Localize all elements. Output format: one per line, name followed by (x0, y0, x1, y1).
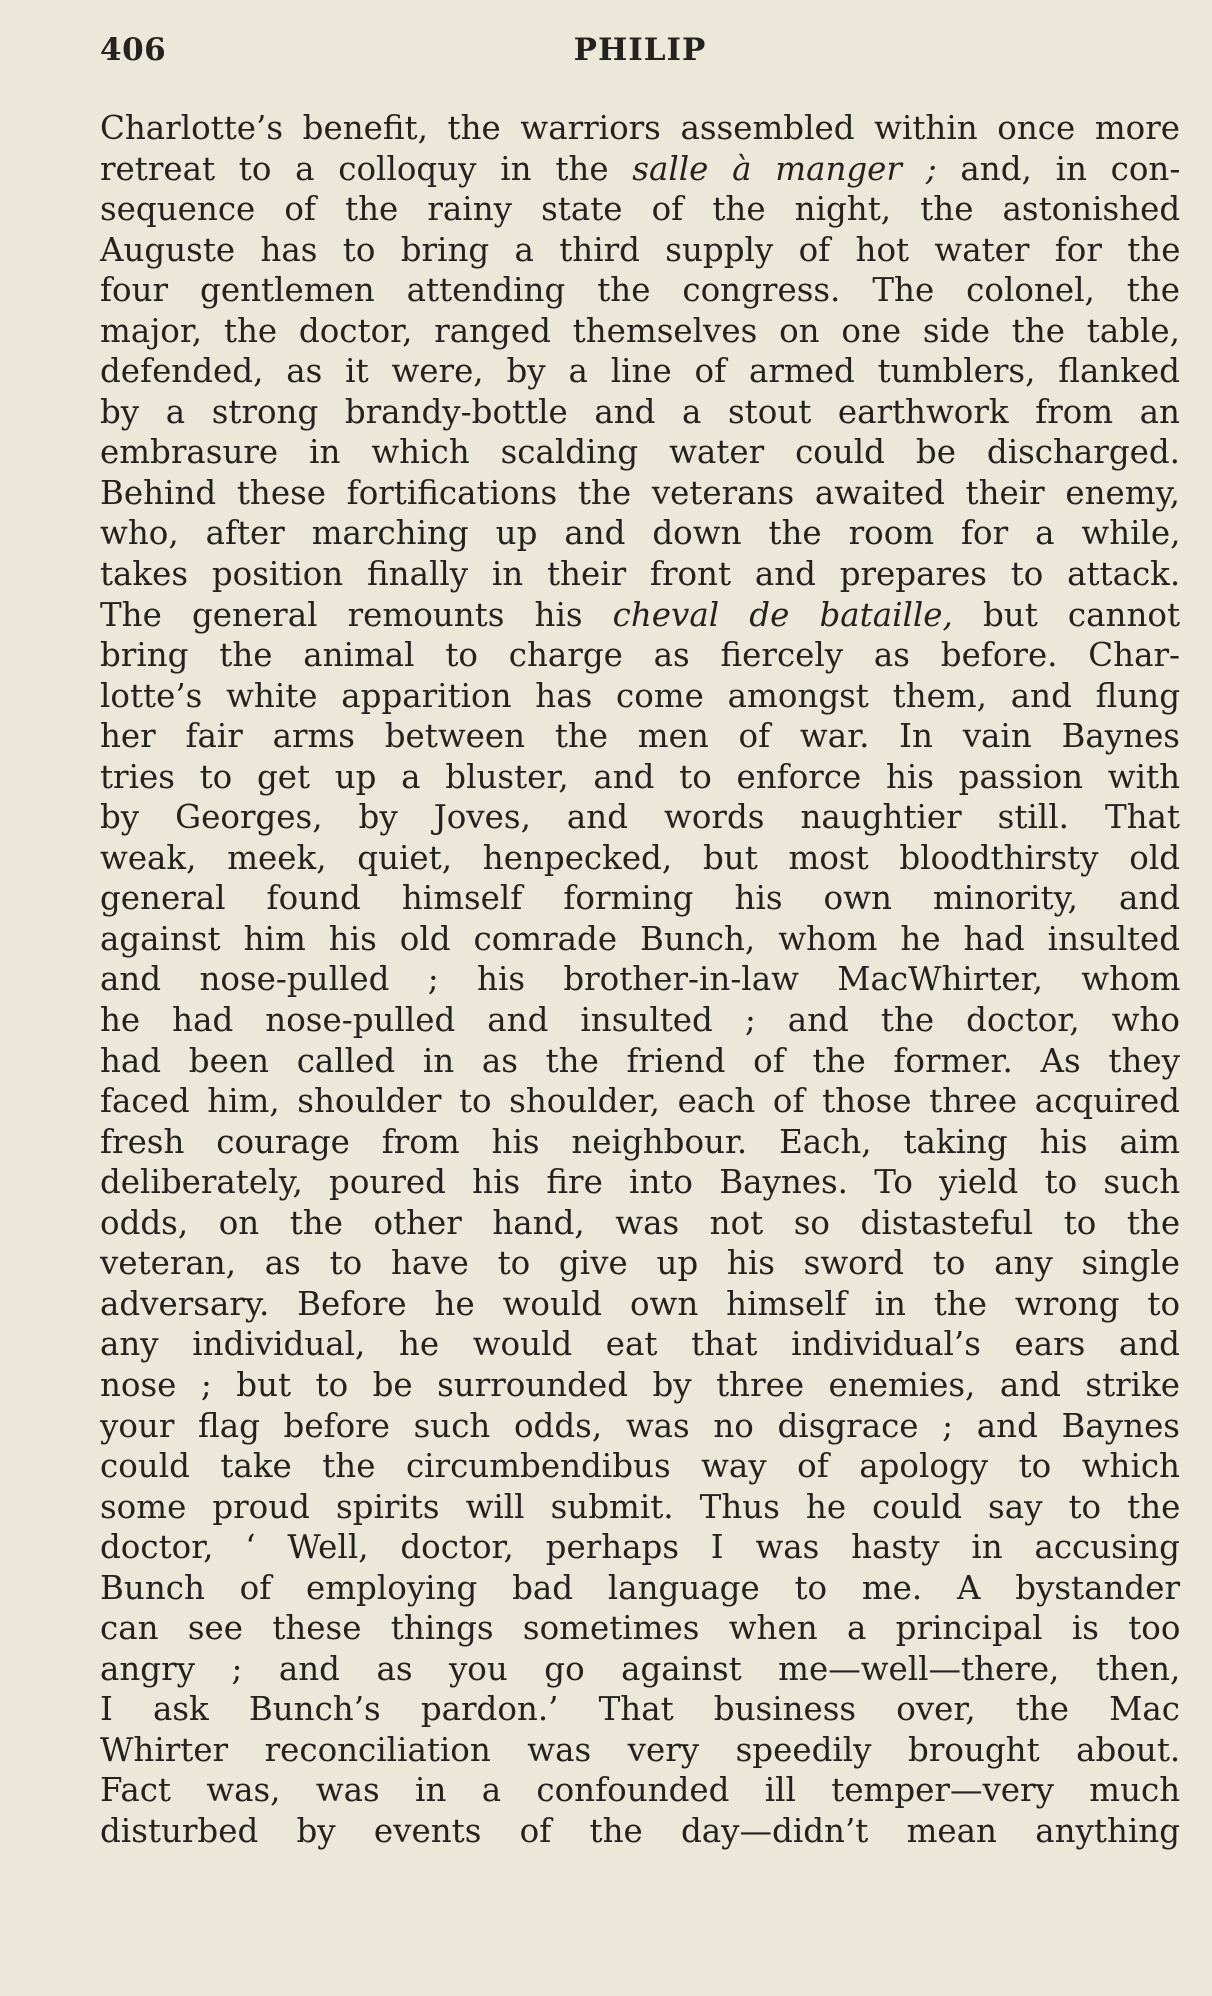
text-line (100, 1689, 1180, 1730)
text-line (100, 635, 1180, 676)
text-line (100, 1081, 1180, 1122)
text-run: general found himself forming his own minority, and (100, 879, 1181, 918)
text-line (100, 1122, 1180, 1163)
page-header (100, 32, 1180, 82)
text-line (100, 392, 1180, 433)
text-run: bring the animal to charge as fiercely as before. Char- (100, 636, 1180, 675)
text-line (100, 1000, 1180, 1041)
body-text (100, 108, 1180, 1852)
text-line (100, 878, 1180, 919)
text-run: major, the doctor, ranged themselves on one side the table, (100, 311, 1180, 350)
text-line (100, 1203, 1180, 1244)
text-line (100, 757, 1180, 798)
text-run: he had nose-pulled and insulted ; and the doctor, who (100, 1001, 1180, 1040)
text-run: retreat to a colloquy in the (100, 149, 633, 188)
text-line (100, 676, 1180, 717)
text-run: faced him, shoulder to shoulder, each of those three acquired (100, 1082, 1180, 1121)
text-line (100, 1730, 1180, 1771)
text-run: tries to get up a bluster, and to enforce his passion with (100, 757, 1180, 796)
text-line (100, 473, 1180, 514)
text-run: four gentlemen attending the congress. The colonel, the (100, 271, 1180, 310)
text-run: doctor, ‘ Well, doctor, perhaps I was hasty in accusing (100, 1528, 1180, 1567)
text-run: her fair arms between the men of war. In vain Baynes (100, 717, 1180, 756)
text-run: embrasure in which scalding water could be discharged. (100, 433, 1180, 472)
text-line (100, 595, 1180, 636)
text-line (100, 432, 1180, 473)
text-run: weak, meek, quiet, henpecked, but most bloodthirsty old (100, 838, 1181, 877)
text-line (100, 959, 1180, 1000)
text-line (100, 351, 1180, 392)
text-line (100, 1243, 1180, 1284)
text-line (100, 1446, 1180, 1487)
text-run: disturbed by events of the day—didn’t mean anything (100, 1811, 1180, 1850)
text-line (100, 513, 1180, 554)
text-run: defended, as it were, by a line of armed tumblers, flanked (100, 352, 1180, 391)
text-run: adversary. Before he would own himself in the wrong to (100, 1284, 1181, 1323)
text-run: by a strong brandy-bottle and a stout earthwork from an (100, 392, 1180, 431)
text-run: nose ; but to be surrounded by three enemies, and strike (100, 1365, 1180, 1404)
text-line (100, 797, 1180, 838)
text-line (100, 1284, 1180, 1325)
text-line (100, 311, 1180, 352)
text-run: had been called in as the friend of the former. As they (100, 1041, 1180, 1080)
text-run: Charlotte’s benefit, the warriors assembled within once more (100, 109, 1180, 147)
text-line (100, 149, 1180, 190)
text-run: who, after marching up and down the room for a while, (100, 514, 1181, 553)
text-line (100, 1608, 1180, 1649)
text-run: sequence of the rainy state of the night, the astonished (100, 190, 1181, 229)
text-run: your flag before such odds, was no disgrace ; and Baynes (100, 1406, 1180, 1445)
text-run: deliberately, poured his fire into Baynes. To yield to such (100, 1163, 1181, 1202)
text-line (100, 1770, 1180, 1811)
text-run: any individual, he would eat that individual’s ears and (100, 1325, 1180, 1364)
text-run: and nose-pulled ; his brother-in-law MacWhirter, whom (100, 960, 1181, 999)
text-run: and, in con- (936, 149, 1181, 188)
text-line (100, 1487, 1180, 1528)
text-line (100, 716, 1180, 757)
text-run: I ask Bunch’s pardon.’ That business over, the Mac (100, 1690, 1180, 1729)
text-run: Whirter reconciliation was very speedily brought about. (100, 1730, 1181, 1769)
text-run: The general remounts his (100, 595, 613, 634)
text-line (100, 1324, 1180, 1365)
text-run: fresh courage from his neighbour. Each, taking his aim (100, 1122, 1180, 1161)
italic-text: salle à manger ; (632, 149, 937, 188)
text-run: lotte’s white apparition has come amongst them, and flung (100, 676, 1180, 715)
text-run: some proud spirits will submit. Thus he could say to the (100, 1487, 1181, 1526)
text-run: Behind these fortifications the veterans awaited their enemy, (100, 473, 1180, 512)
text-run: against him his old comrade Bunch, whom he had insulted (100, 919, 1181, 958)
text-line (100, 270, 1180, 311)
text-line (100, 1041, 1180, 1082)
text-run: Bunch of employing bad language to me. A bystander (100, 1568, 1180, 1607)
text-line (100, 1527, 1180, 1568)
text-run: Fact was, was in a confounded ill temper—very much (100, 1771, 1181, 1810)
text-line (100, 1162, 1180, 1203)
text-run: by Georges, by Joves, and words naughtier still. That (100, 798, 1180, 837)
text-line (100, 108, 1180, 149)
text-run: could take the circumbendibus way of apology to which (100, 1447, 1180, 1486)
text-run: can see these things sometimes when a principal is too (100, 1609, 1181, 1648)
text-line (100, 919, 1180, 960)
text-line (100, 1568, 1180, 1609)
page-number: 406 (100, 32, 167, 68)
text-line (100, 230, 1180, 271)
text-run: but cannot (952, 595, 1181, 634)
running-head: PHILIP (573, 32, 707, 68)
text-line (100, 838, 1180, 879)
text-run: veteran, as to have to give up his sword to any single (100, 1244, 1180, 1283)
text-run: takes position finally in their front and prepares to attack. (100, 555, 1181, 594)
italic-text: cheval de bataille, (612, 595, 953, 634)
text-run: angry ; and as you go against me—well—there, then, (100, 1649, 1181, 1688)
text-run: odds, on the other hand, was not so distasteful to the (100, 1203, 1181, 1242)
text-line (100, 554, 1180, 595)
text-line (100, 189, 1180, 230)
text-line (100, 1406, 1180, 1447)
text-line (100, 1811, 1180, 1852)
text-line (100, 1365, 1180, 1406)
text-run: Auguste has to bring a third supply of hot water for the (100, 230, 1181, 269)
text-line (100, 1649, 1180, 1690)
